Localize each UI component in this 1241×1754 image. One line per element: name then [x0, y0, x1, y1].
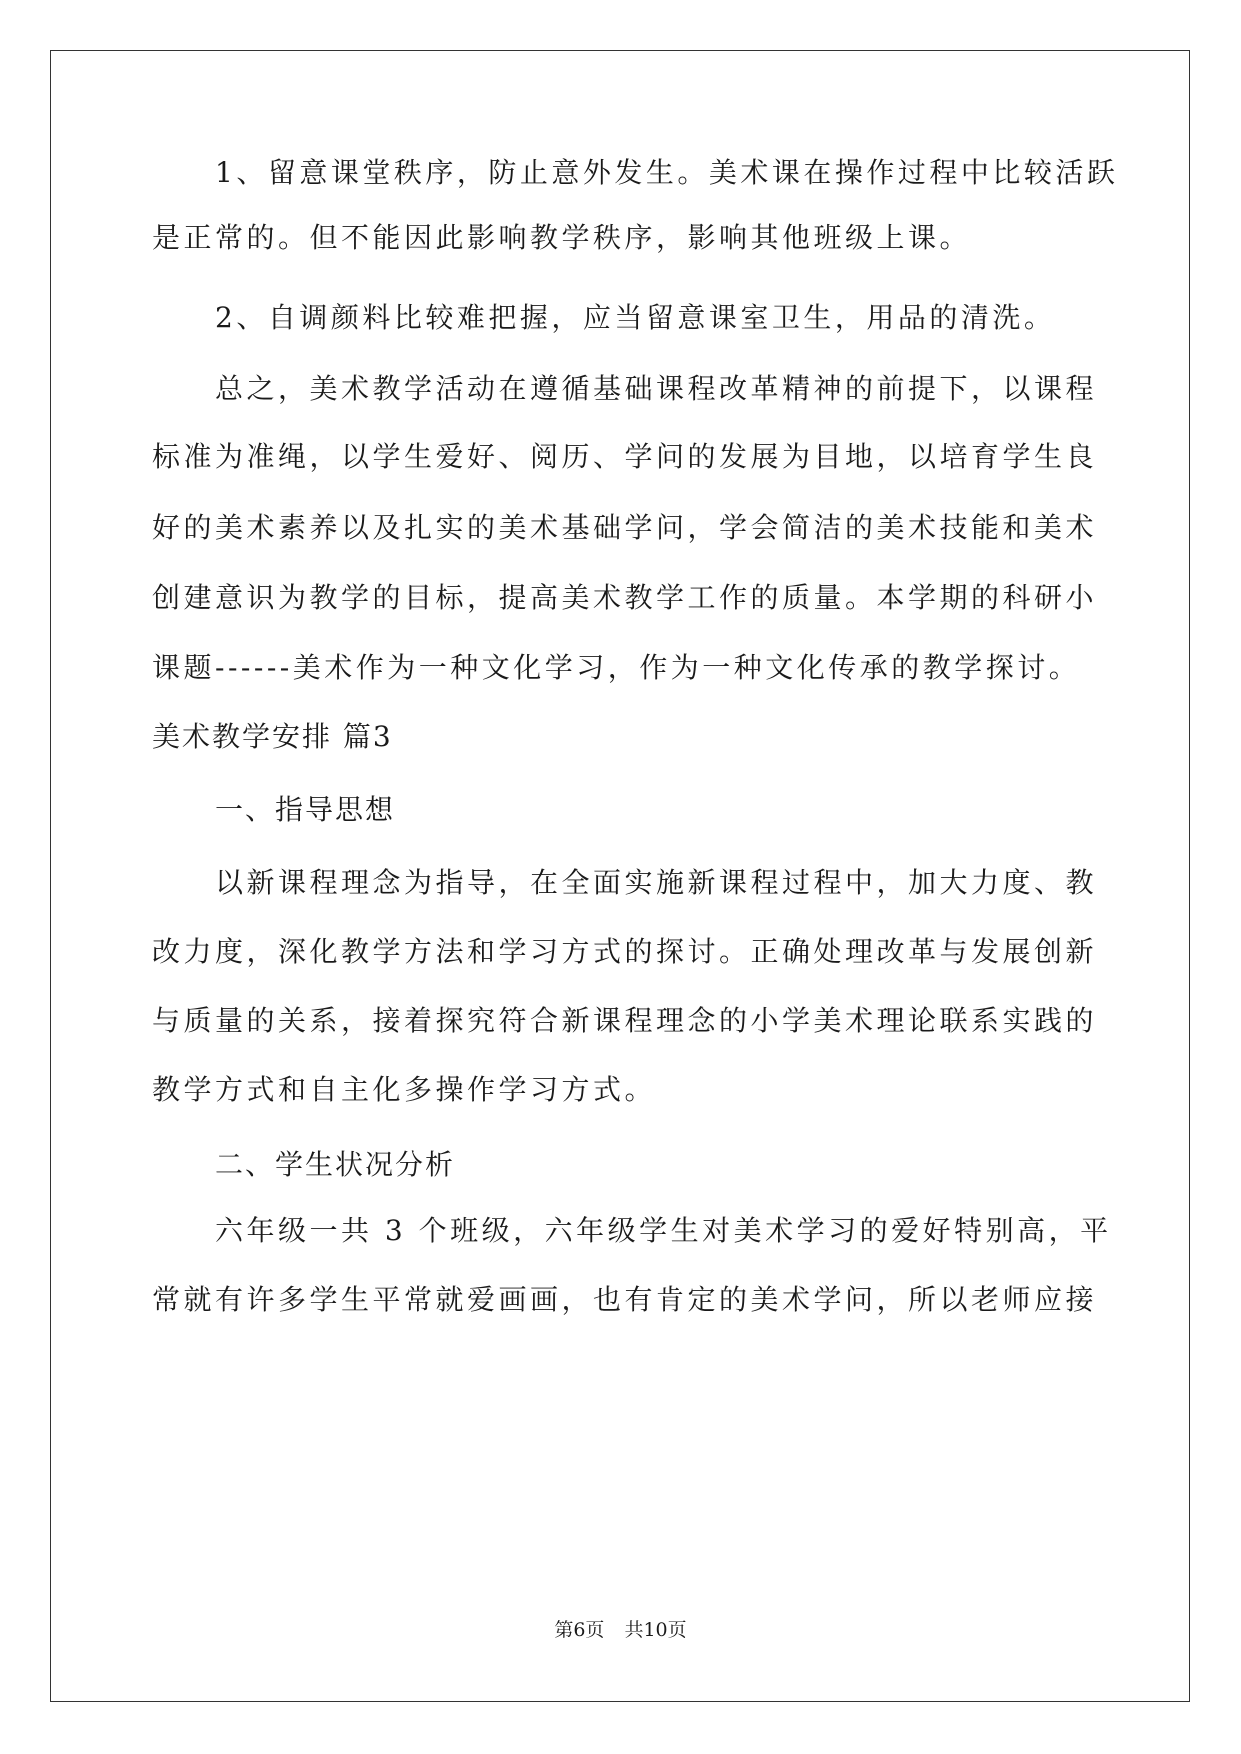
section-heading: 一、指导思想 [215, 793, 396, 826]
paragraph-line: 2、自调颜料比较难把握，应当留意课室卫生，用品的清洗。 [215, 301, 1056, 334]
paragraph-line: 创建意识为教学的目标，提高美术教学工作的质量。本学期的科研小 [152, 581, 1098, 614]
paragraph-line: 课题------美术作为一种文化学习，作为一种文化传承的教学探讨。 [152, 651, 1081, 684]
paragraph-line: 总之，美术教学活动在遵循基础课程改革精神的前提下，以课程 [215, 372, 1098, 405]
paragraph-line: 1、留意课堂秩序，防止意外发生。美术课在操作过程中比较活跃 [215, 156, 1119, 189]
paragraph-line: 标准为准绳，以学生爱好、阅历、学问的发展为目地，以培育学生良 [152, 440, 1098, 473]
paragraph-line: 改力度，深化教学方法和学习方式的探讨。正确处理改革与发展创新 [152, 935, 1098, 968]
paragraph-line: 六年级一共 3 个班级，六年级学生对美术学习的爱好特别高，平 [215, 1214, 1112, 1247]
paragraph-line: 与质量的关系，接着探究符合新课程理念的小学美术理论联系实践的 [152, 1004, 1098, 1037]
paragraph-line: 是正常的。但不能因此影响教学秩序，影响其他班级上课。 [152, 221, 972, 254]
section-heading: 二、学生状况分析 [215, 1148, 456, 1181]
paragraph-line: 教学方式和自主化多操作学习方式。 [152, 1073, 657, 1106]
paragraph-line: 以新课程理念为指导，在全面实施新课程过程中，加大力度、教 [215, 866, 1098, 899]
paragraph-line: 好的美术素养以及扎实的美术基础学问，学会简洁的美术技能和美术 [152, 511, 1098, 544]
paragraph-line: 常就有许多学生平常就爱画画，也有肯定的美术学问，所以老师应接 [152, 1283, 1098, 1316]
section-title: 美术教学安排 篇3 [152, 720, 393, 753]
page-footer: 第6页 共10页 [554, 1619, 687, 1641]
